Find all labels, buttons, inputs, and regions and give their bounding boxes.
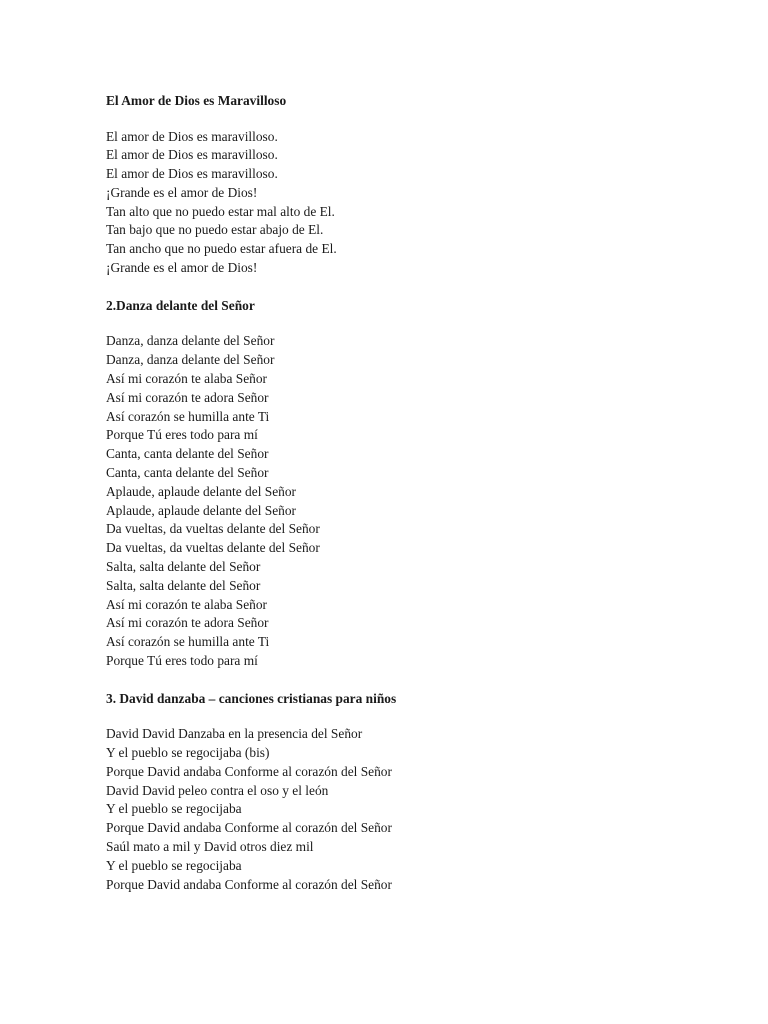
lyric-line: Danza, danza delante del Señor: [106, 333, 275, 349]
song-title-1: El Amor de Dios es Maravilloso: [106, 93, 287, 108]
lyric-line: Salta, salta delante del Señor: [106, 558, 261, 574]
song-title-2: 2.Danza delante del Señor: [106, 297, 255, 313]
lyric-line: Canta, canta delante del Señor: [106, 464, 269, 480]
lyric-line: Así mi corazón te adora Señor: [106, 389, 269, 405]
lyric-line: Y el pueblo se regocijaba: [106, 857, 242, 873]
lyric-line: David David Danzaba en la presencia del Señor: [106, 726, 363, 742]
lyric-line: Da vueltas, da vueltas delante del Señor: [106, 540, 320, 556]
lyric-line: Canta, canta delante del Señor: [106, 446, 269, 462]
lyric-line: Danza, danza delante del Señor: [106, 352, 275, 368]
lyric-line: Porque David andaba Conforme al corazón del Señor: [106, 876, 392, 892]
lyric-line: Da vueltas, da vueltas delante del Señor: [106, 521, 320, 537]
lyric-line: El amor de Dios es maravilloso.: [106, 128, 278, 144]
song-section-2: [106, 296, 726, 671]
lyric-line: Así mi corazón te alaba Señor: [106, 370, 268, 386]
lyric-line: Aplaude, aplaude delante del Señor: [106, 483, 296, 499]
lyric-line: ¡Grande es el amor de Dios!: [106, 184, 258, 200]
lyric-line: Tan bajo que no puedo estar abajo de El.: [106, 222, 324, 238]
lyric-line: Saúl mato a mil y David otros diez mil: [106, 839, 314, 854]
lyric-line: Tan ancho que no puedo estar afuera de El.: [106, 241, 337, 257]
song-section-1: [106, 91, 726, 278]
lyric-line: Así corazón se humilla ante Ti: [106, 634, 270, 650]
lyric-line: Tan alto que no puedo estar mal alto de El.: [106, 203, 335, 219]
lyric-line: Así mi corazón te alaba Señor: [106, 596, 268, 612]
lyric-line: Porque Tú eres todo para mí: [106, 652, 258, 668]
document-page: [106, 91, 726, 894]
lyric-line: Y el pueblo se regocijaba (bis): [106, 745, 270, 761]
song-section-3: [106, 689, 726, 895]
lyric-line: Así mi corazón te adora Señor: [106, 615, 269, 631]
lyric-line: ¡Grande es el amor de Dios!: [106, 260, 258, 276]
lyric-line: Porque David andaba Conforme al corazón del Señor: [106, 763, 392, 779]
lyric-line: Porque David andaba Conforme al corazón del Señor: [106, 820, 392, 836]
lyric-line: David David peleo contra el oso y el león: [106, 782, 329, 798]
lyric-line: Aplaude, aplaude delante del Señor: [106, 502, 296, 518]
lyric-line: Salta, salta delante del Señor: [106, 577, 261, 593]
song-title-3: 3. David danzaba – canciones cristianas para niños: [106, 690, 397, 706]
lyric-line: El amor de Dios es maravilloso.: [106, 147, 278, 163]
lyric-line: Así corazón se humilla ante Ti: [106, 408, 270, 424]
lyric-line: El amor de Dios es maravilloso.: [106, 166, 278, 182]
lyric-line: Y el pueblo se regocijaba: [106, 801, 242, 817]
lyric-line: Porque Tú eres todo para mí: [106, 427, 258, 443]
